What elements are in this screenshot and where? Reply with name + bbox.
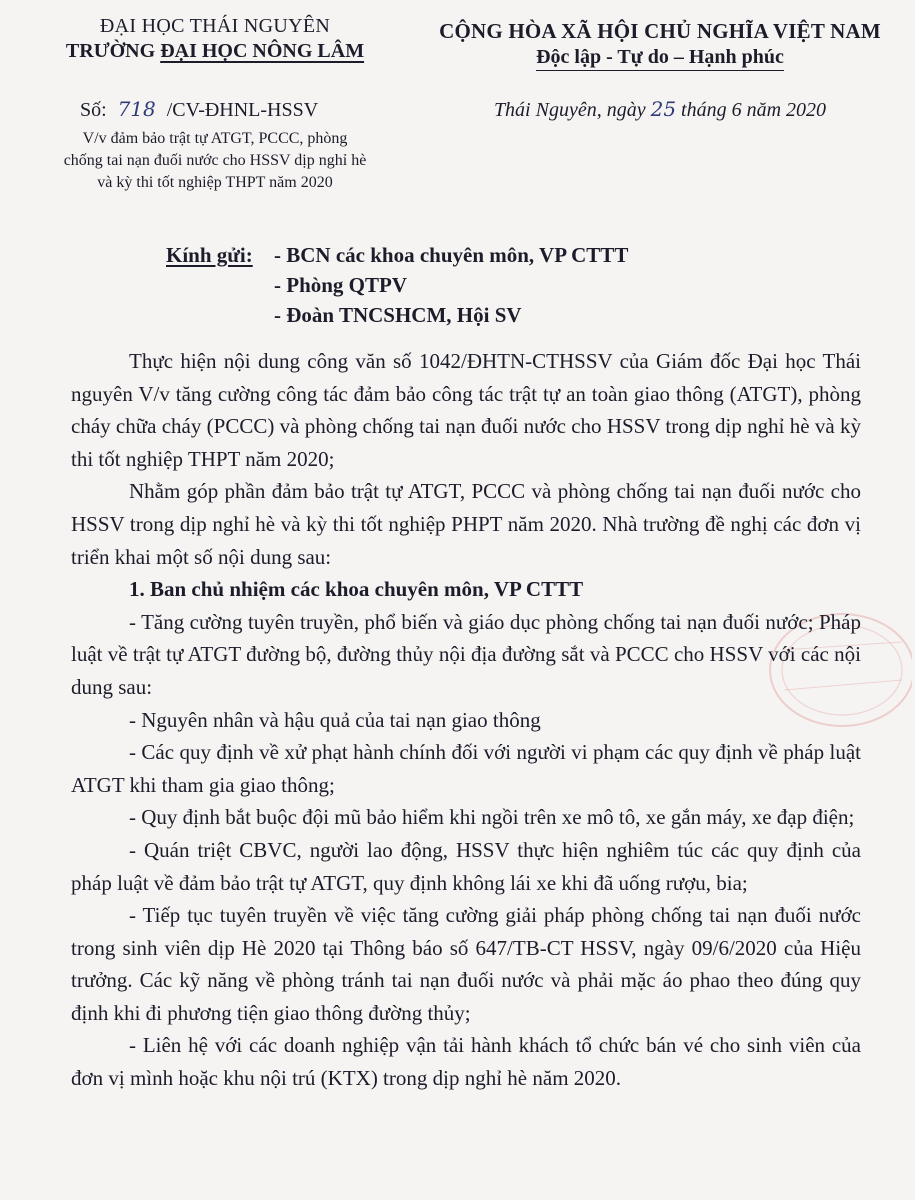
motto-text: Độc lập - Tự do – Hạnh phúc [536,46,784,71]
section-heading: 1. Ban chủ nhiệm các khoa chuyên môn, VP CTTT [129,577,584,602]
recipients-label: Kính gửi: [166,243,253,267]
recipient-row [166,270,628,300]
body-paragraph: - Tiếp tục tuyên truyền về việc tăng cường giải pháp phòng chống tai nạn đuối nước trong sinh viên dịp Hè 2020 tại Thông báo số 647/TB-CT HSSV, ngày 09/6/2020 của Hiệu trưởng. Các kỹ năng về phòng tránh tai nạn đuối nước và phải mặc áo phao theo đúng quy định khi đi phương tiện giao thông đường thủy; [71,903,861,1025]
body-paragraph: Nhằm góp phần đảm bảo trật tự ATGT, PCCC và phòng chống tai nạn đuối nước cho HSSV trong dịp nghỉ hè và kỳ thi tốt nghiệp PHPT năm 2020. Nhà trường đề nghị các đơn vị triển khai một số nội dung sau: [71,479,861,569]
body-paragraph: - Tăng cường tuyên truyền, phổ biến và giáo dục phòng chống tai nạn đuối nước; Pháp luật về trật tự ATGT đường bộ, đường thủy nội địa đường sắt và PCCC cho HSSV với các nội dung sau: [71,609,861,699]
body-paragraph: - Liên hệ với các doanh nghiệp vận tải hành khách tổ chức bán vé cho sinh viên của đơn vị mình hoặc khu nội trú (KTX) trong dịp nghỉ hè năm 2020. [71,1033,861,1091]
university-name: ĐẠI HỌC THÁI NGUYÊN [99,15,331,37]
nation-title: CỘNG HÒA XÃ HỘI CHỦ NGHĨA VIỆT NAM [439,19,881,43]
subject-block [20,128,410,194]
body-paragraph: - Các quy định về xử phạt hành chính đối với người vi phạm các quy định về pháp luật ATGT khi tham gia giao thông; [71,740,861,797]
recipient-item: - BCN các khoa chuyên môn, VP CTTT [274,243,629,267]
document-body [71,345,861,1095]
school-name-underlined: ĐẠI HỌC NÔNG LÂM [160,40,365,62]
body-paragraph: - Quy định bắt buộc đội mũ bảo hiểm khi ngồi trên xe mô tô, xe gắn máy, xe đạp điện; [129,805,855,830]
recipient-row [166,240,628,270]
nation-motto [410,44,910,70]
subject-line: chống tai nạn đuối nước cho HSSV dịp nghỉ hè [63,152,367,169]
subject-line: V/v đảm bảo trật tự ATGT, PCCC, phòng [82,130,348,147]
subject-line: và kỳ thi tốt nghiệp THPT năm 2020 [97,174,333,191]
recipient-row [166,300,628,330]
national-header [410,18,910,70]
date-prefix: Thái Nguyên, ngày [493,99,651,121]
place-date [410,96,910,123]
date-day-handwritten: 25 [650,97,677,121]
recipients-block [166,240,628,330]
date-suffix: tháng 6 năm 2020 [676,99,827,121]
body-paragraph: - Quán triệt CBVC, người lao động, HSSV thực hiện nghiêm túc các quy định của pháp luật về đảm bảo trật tự ATGT, quy định không lái xe khi đã uống rượu, bia; [71,837,861,895]
recipient-item: - Đoàn TNCSHCM, Hội SV [274,303,522,327]
doc-no-handwritten: 718 [117,97,156,121]
document-number [80,96,318,123]
school-prefix: TRƯỜNG [65,40,161,62]
body-paragraph: Thực hiện nội dung công văn số 1042/ĐHTN-CTHSSV của Giám đốc Đại học Thái nguyên V/v tăng cường công tác đảm bảo công tác trật tự an toàn giao thông (ATGT), phòng cháy chữa cháy (PCCC) và phòng chống tai nạn đuối nước cho HSSV trong dịp nghỉ hè và kỳ thi tốt nghiệp THPT năm 2020; [71,349,861,471]
recipient-item: - Phòng QTPV [274,273,408,297]
body-paragraph: - Nguyên nhân và hậu quả của tai nạn giao thông [129,707,541,732]
doc-no-code: /CV-ĐHNL-HSSV [166,99,319,121]
doc-no-label: Số: [80,99,107,121]
issuer-block [20,14,410,64]
school-name [20,39,410,64]
